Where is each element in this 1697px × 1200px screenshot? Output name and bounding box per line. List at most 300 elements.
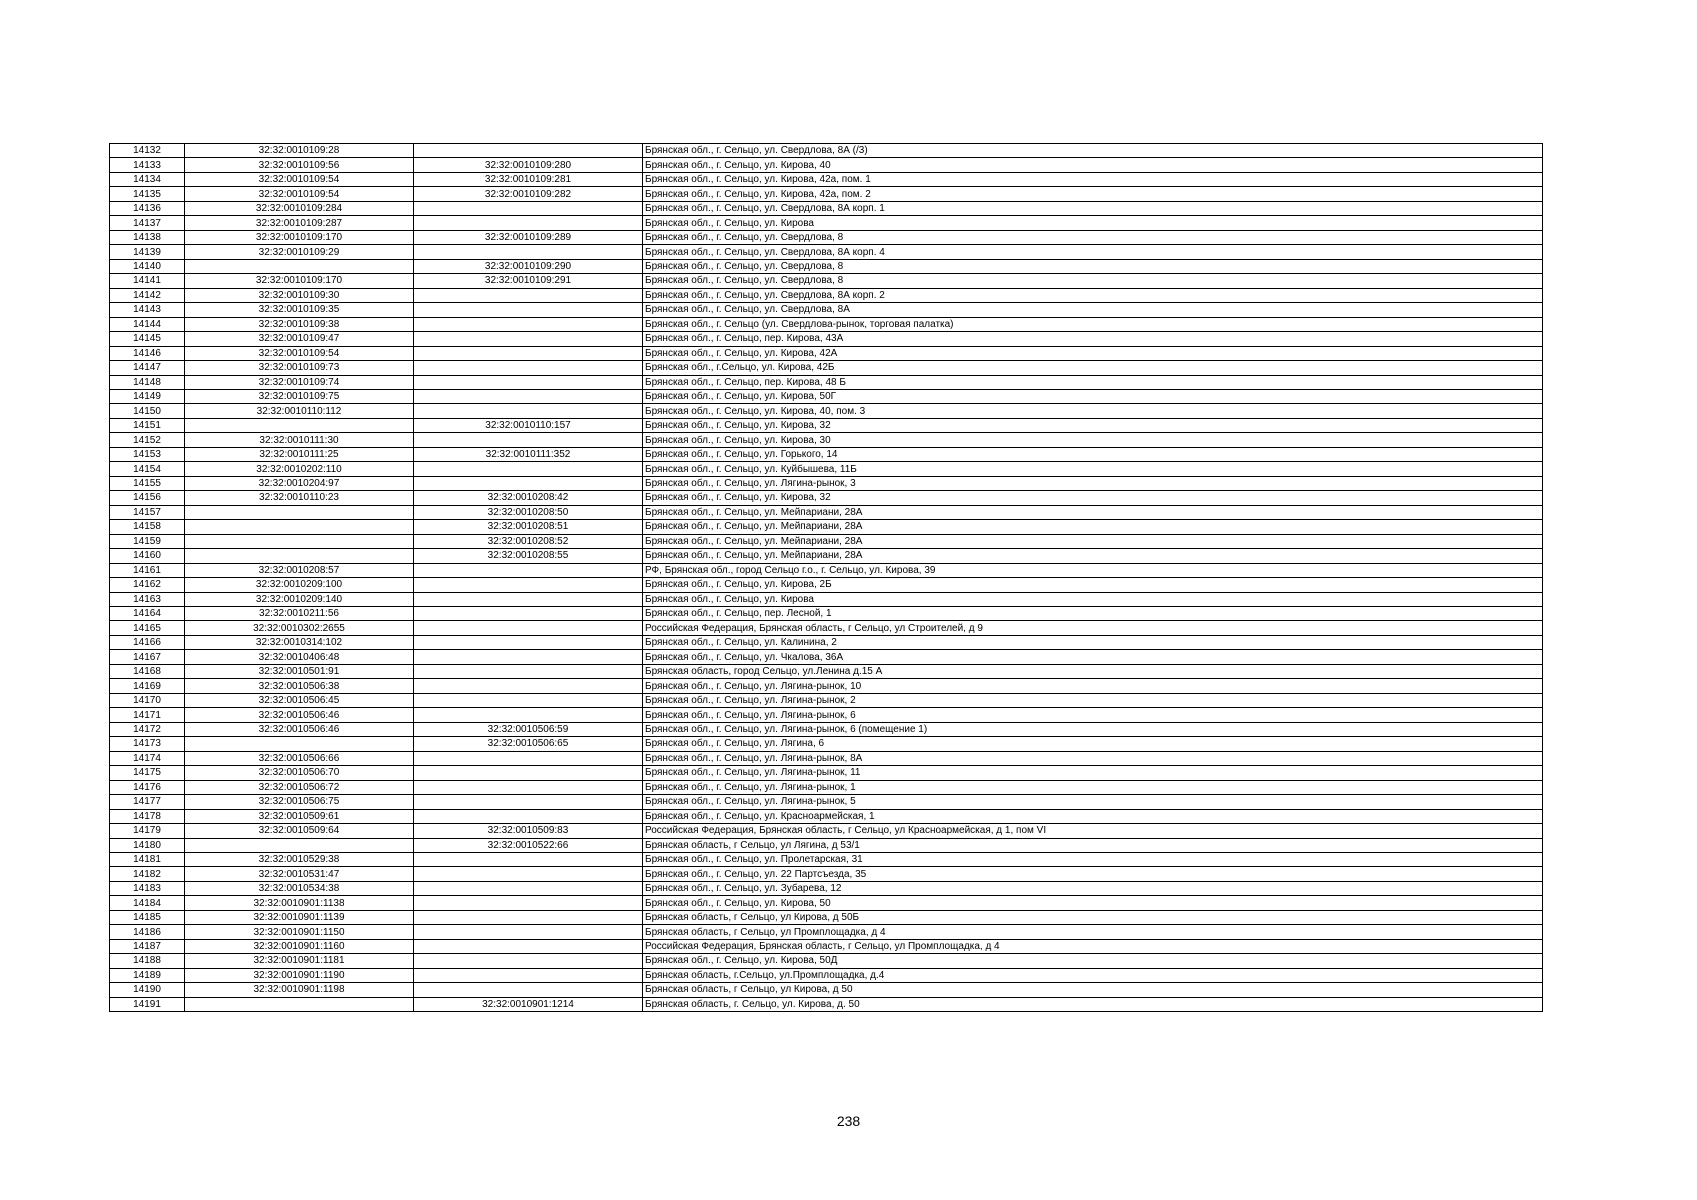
cadastral-number-cell: 32:32:0010509:64 bbox=[185, 824, 414, 838]
table-row bbox=[110, 997, 1543, 1011]
address-cell: Брянская область, г Сельцо, ул Промплощадка, д 4 bbox=[643, 925, 1543, 939]
record-number-cell: 14152 bbox=[110, 433, 185, 447]
address-cell: Российская Федерация, Брянская область, г Сельцо, ул Строителей, д 9 bbox=[643, 621, 1543, 635]
record-number-cell: 14141 bbox=[110, 274, 185, 288]
address-cell: Брянская обл., г. Сельцо, ул. Пролетарская, 31 bbox=[643, 852, 1543, 866]
cadastral-number-cell: 32:32:0010506:45 bbox=[185, 693, 414, 707]
record-number-cell: 14137 bbox=[110, 216, 185, 230]
table-row bbox=[110, 346, 1543, 360]
cadastral-number-cell: 32:32:0010506:46 bbox=[185, 708, 414, 722]
record-number-cell: 14155 bbox=[110, 476, 185, 490]
address-cell: Брянская обл., г. Сельцо, ул. Свердлова, 8А корп. 2 bbox=[643, 288, 1543, 302]
table-row bbox=[110, 332, 1543, 346]
table-row bbox=[110, 245, 1543, 259]
table-row bbox=[110, 578, 1543, 592]
address-cell: Брянская обл., г. Сельцо, пер. Кирова, 48 Б bbox=[643, 375, 1543, 389]
record-number-cell: 14153 bbox=[110, 447, 185, 461]
cadastral-number-cell: 32:32:0010406:48 bbox=[185, 650, 414, 664]
address-cell: Брянская обл., г. Сельцо, ул. Куйбышева, 11Б bbox=[643, 462, 1543, 476]
address-cell: Брянская область, город Сельцо, ул.Ленина д.15 А bbox=[643, 664, 1543, 678]
record-number-cell: 14189 bbox=[110, 968, 185, 982]
table-row bbox=[110, 881, 1543, 895]
sub-cadastral-number-cell bbox=[414, 245, 643, 259]
cadastral-number-cell: 32:32:0010109:35 bbox=[185, 303, 414, 317]
sub-cadastral-number-cell: 32:32:0010208:50 bbox=[414, 505, 643, 519]
table-row bbox=[110, 216, 1543, 230]
sub-cadastral-number-cell bbox=[414, 607, 643, 621]
address-cell: Брянская обл., г. Сельцо, ул. Калинина, 2 bbox=[643, 635, 1543, 649]
table-row bbox=[110, 201, 1543, 215]
table-row bbox=[110, 852, 1543, 866]
address-cell: Брянская обл., г. Сельцо, ул. Кирова, 2Б bbox=[643, 578, 1543, 592]
cadastral-number-cell: 32:32:0010111:25 bbox=[185, 447, 414, 461]
sub-cadastral-number-cell bbox=[414, 288, 643, 302]
record-number-cell: 14136 bbox=[110, 201, 185, 215]
table-row bbox=[110, 158, 1543, 172]
record-number-cell: 14169 bbox=[110, 679, 185, 693]
cadastral-number-cell: 32:32:0010109:38 bbox=[185, 317, 414, 331]
cadastral-number-cell: 32:32:0010901:1181 bbox=[185, 954, 414, 968]
record-number-cell: 14151 bbox=[110, 418, 185, 432]
sub-cadastral-number-cell bbox=[414, 954, 643, 968]
sub-cadastral-number-cell bbox=[414, 896, 643, 910]
sub-cadastral-number-cell bbox=[414, 867, 643, 881]
record-number-cell: 14182 bbox=[110, 867, 185, 881]
record-number-cell: 14157 bbox=[110, 505, 185, 519]
cadastral-number-cell: 32:32:0010901:1150 bbox=[185, 925, 414, 939]
cadastral-number-cell: 32:32:0010302:2655 bbox=[185, 621, 414, 635]
sub-cadastral-number-cell: 32:32:0010109:291 bbox=[414, 274, 643, 288]
cadastral-number-cell bbox=[185, 997, 414, 1011]
table-row bbox=[110, 288, 1543, 302]
cadastral-number-cell: 32:32:0010506:38 bbox=[185, 679, 414, 693]
sub-cadastral-number-cell: 32:32:0010208:51 bbox=[414, 520, 643, 534]
table-row bbox=[110, 737, 1543, 751]
table-row bbox=[110, 491, 1543, 505]
cadastral-number-cell: 32:32:0010111:30 bbox=[185, 433, 414, 447]
address-cell: Брянская обл., г. Сельцо, ул. Лягина-рынок, 3 bbox=[643, 476, 1543, 490]
cadastral-number-cell: 32:32:0010109:170 bbox=[185, 230, 414, 244]
address-cell: Брянская обл., г. Сельцо, ул. Кирова, 42А bbox=[643, 346, 1543, 360]
cadastral-number-cell: 32:32:0010209:140 bbox=[185, 592, 414, 606]
record-number-cell: 14149 bbox=[110, 389, 185, 403]
address-cell: Брянская обл., г. Сельцо, ул. Зубарева, 12 bbox=[643, 881, 1543, 895]
address-cell: Брянская область, г Сельцо, ул Кирова, д 50 bbox=[643, 983, 1543, 997]
table-row bbox=[110, 592, 1543, 606]
table-row bbox=[110, 361, 1543, 375]
address-cell: Брянская обл., г. Сельцо, ул. Горького, 14 bbox=[643, 447, 1543, 461]
cadastral-number-cell: 32:32:0010531:47 bbox=[185, 867, 414, 881]
cadastral-number-cell: 32:32:0010901:1190 bbox=[185, 968, 414, 982]
address-cell: РФ, Брянская обл., город Сельцо г.о., г. Сельцо, ул. Кирова, 39 bbox=[643, 563, 1543, 577]
table-row bbox=[110, 824, 1543, 838]
sub-cadastral-number-cell: 32:32:0010208:42 bbox=[414, 491, 643, 505]
table-row bbox=[110, 476, 1543, 490]
cadastral-number-cell: 32:32:0010209:100 bbox=[185, 578, 414, 592]
table-row bbox=[110, 418, 1543, 432]
address-cell: Брянская обл., г. Сельцо, ул. Мейпариани, 28А bbox=[643, 534, 1543, 548]
sub-cadastral-number-cell bbox=[414, 910, 643, 924]
cadastral-number-cell: 32:32:0010110:112 bbox=[185, 404, 414, 418]
sub-cadastral-number-cell: 32:32:0010506:59 bbox=[414, 722, 643, 736]
record-number-cell: 14140 bbox=[110, 259, 185, 273]
cadastral-number-cell: 32:32:0010506:70 bbox=[185, 766, 414, 780]
table-row bbox=[110, 925, 1543, 939]
address-cell: Российская Федерация, Брянская область, г Сельцо, ул Красноармейская, д 1, пом VI bbox=[643, 824, 1543, 838]
sub-cadastral-number-cell: 32:32:0010901:1214 bbox=[414, 997, 643, 1011]
cadastral-number-cell: 32:32:0010110:23 bbox=[185, 491, 414, 505]
table-row bbox=[110, 751, 1543, 765]
record-number-cell: 14185 bbox=[110, 910, 185, 924]
address-cell: Брянская обл., г. Сельцо, ул. Лягина-рынок, 6 (помещение 1) bbox=[643, 722, 1543, 736]
registry-table bbox=[109, 143, 1543, 1012]
record-number-cell: 14183 bbox=[110, 881, 185, 895]
sub-cadastral-number-cell: 32:32:0010110:157 bbox=[414, 418, 643, 432]
address-cell: Брянская обл., г. Сельцо, ул. Лягина-рынок, 11 bbox=[643, 766, 1543, 780]
table-row bbox=[110, 664, 1543, 678]
record-number-cell: 14181 bbox=[110, 852, 185, 866]
sub-cadastral-number-cell bbox=[414, 881, 643, 895]
record-number-cell: 14184 bbox=[110, 896, 185, 910]
sub-cadastral-number-cell: 32:32:0010109:280 bbox=[414, 158, 643, 172]
record-number-cell: 14139 bbox=[110, 245, 185, 259]
address-cell: Брянская обл., г. Сельцо, ул. Лягина-рынок, 2 bbox=[643, 693, 1543, 707]
table-row bbox=[110, 693, 1543, 707]
sub-cadastral-number-cell bbox=[414, 216, 643, 230]
sub-cadastral-number-cell: 32:32:0010506:65 bbox=[414, 737, 643, 751]
cadastral-number-cell: 32:32:0010901:1138 bbox=[185, 896, 414, 910]
sub-cadastral-number-cell bbox=[414, 404, 643, 418]
sub-cadastral-number-cell bbox=[414, 766, 643, 780]
address-cell: Брянская обл., г. Сельцо, ул. Мейпариани, 28А bbox=[643, 549, 1543, 563]
table-row bbox=[110, 896, 1543, 910]
table-row bbox=[110, 809, 1543, 823]
record-number-cell: 14164 bbox=[110, 607, 185, 621]
table-row bbox=[110, 722, 1543, 736]
registry-table-body bbox=[110, 144, 1543, 1012]
table-row bbox=[110, 621, 1543, 635]
sub-cadastral-number-cell bbox=[414, 635, 643, 649]
address-cell: Брянская обл., г. Сельцо, ул. Кирова, 32 bbox=[643, 491, 1543, 505]
record-number-cell: 14166 bbox=[110, 635, 185, 649]
record-number-cell: 14168 bbox=[110, 664, 185, 678]
address-cell: Брянская обл., г.Сельцо, ул. Кирова, 42Б bbox=[643, 361, 1543, 375]
record-number-cell: 14178 bbox=[110, 809, 185, 823]
address-cell: Российская Федерация, Брянская область, г Сельцо, ул Промплощадка, д 4 bbox=[643, 939, 1543, 953]
address-cell: Брянская обл., г. Сельцо, ул. Лягина, 6 bbox=[643, 737, 1543, 751]
record-number-cell: 14156 bbox=[110, 491, 185, 505]
record-number-cell: 14146 bbox=[110, 346, 185, 360]
sub-cadastral-number-cell: 32:32:0010109:290 bbox=[414, 259, 643, 273]
cadastral-number-cell bbox=[185, 737, 414, 751]
table-row bbox=[110, 679, 1543, 693]
record-number-cell: 14188 bbox=[110, 954, 185, 968]
record-number-cell: 14158 bbox=[110, 520, 185, 534]
table-row bbox=[110, 780, 1543, 794]
record-number-cell: 14150 bbox=[110, 404, 185, 418]
record-number-cell: 14172 bbox=[110, 722, 185, 736]
cadastral-number-cell: 32:32:0010901:1198 bbox=[185, 983, 414, 997]
cadastral-number-cell: 32:32:0010109:284 bbox=[185, 201, 414, 215]
record-number-cell: 14162 bbox=[110, 578, 185, 592]
address-cell: Брянская обл., г. Сельцо, ул. Кирова, 32 bbox=[643, 418, 1543, 432]
cadastral-number-cell: 32:32:0010202:110 bbox=[185, 462, 414, 476]
page-number: 238 bbox=[836, 1113, 861, 1129]
record-number-cell: 14180 bbox=[110, 838, 185, 852]
cadastral-number-cell: 32:32:0010109:56 bbox=[185, 158, 414, 172]
sub-cadastral-number-cell bbox=[414, 144, 643, 158]
address-cell: Брянская обл., г. Сельцо, ул. Кирова, 40 bbox=[643, 158, 1543, 172]
table-row bbox=[110, 274, 1543, 288]
address-cell: Брянская обл., г. Сельцо, ул. Свердлова, 8 bbox=[643, 230, 1543, 244]
sub-cadastral-number-cell bbox=[414, 201, 643, 215]
cadastral-number-cell: 32:32:0010901:1139 bbox=[185, 910, 414, 924]
record-number-cell: 14144 bbox=[110, 317, 185, 331]
cadastral-number-cell bbox=[185, 838, 414, 852]
cadastral-number-cell: 32:32:0010109:54 bbox=[185, 172, 414, 186]
sub-cadastral-number-cell bbox=[414, 361, 643, 375]
sub-cadastral-number-cell bbox=[414, 375, 643, 389]
address-cell: Брянская обл., г. Сельцо, ул. Лягина-рынок, 1 bbox=[643, 780, 1543, 794]
record-number-cell: 14143 bbox=[110, 303, 185, 317]
sub-cadastral-number-cell bbox=[414, 852, 643, 866]
table-row bbox=[110, 983, 1543, 997]
cadastral-number-cell: 32:32:0010901:1160 bbox=[185, 939, 414, 953]
sub-cadastral-number-cell bbox=[414, 433, 643, 447]
record-number-cell: 14135 bbox=[110, 187, 185, 201]
address-cell: Брянская обл., г. Сельцо, ул. Свердлова, 8А корп. 4 bbox=[643, 245, 1543, 259]
record-number-cell: 14170 bbox=[110, 693, 185, 707]
sub-cadastral-number-cell: 32:32:0010522:66 bbox=[414, 838, 643, 852]
record-number-cell: 14165 bbox=[110, 621, 185, 635]
sub-cadastral-number-cell bbox=[414, 346, 643, 360]
record-number-cell: 14191 bbox=[110, 997, 185, 1011]
record-number-cell: 14147 bbox=[110, 361, 185, 375]
table-row bbox=[110, 259, 1543, 273]
sub-cadastral-number-cell: 32:32:0010109:282 bbox=[414, 187, 643, 201]
cadastral-number-cell: 32:32:0010109:170 bbox=[185, 274, 414, 288]
address-cell: Брянская обл., г. Сельцо, ул. Лягина-рынок, 5 bbox=[643, 795, 1543, 809]
table-row bbox=[110, 389, 1543, 403]
cadastral-number-cell bbox=[185, 259, 414, 273]
cadastral-number-cell: 32:32:0010109:287 bbox=[185, 216, 414, 230]
address-cell: Брянская обл., г. Сельцо, ул. Кирова, 50 bbox=[643, 896, 1543, 910]
table-row bbox=[110, 447, 1543, 461]
address-cell: Брянская обл., г. Сельцо, ул. Кирова, 42а, пом. 2 bbox=[643, 187, 1543, 201]
cadastral-number-cell bbox=[185, 534, 414, 548]
table-row bbox=[110, 534, 1543, 548]
table-row bbox=[110, 230, 1543, 244]
record-number-cell: 14154 bbox=[110, 462, 185, 476]
record-number-cell: 14163 bbox=[110, 592, 185, 606]
table-row bbox=[110, 549, 1543, 563]
address-cell: Брянская обл., г. Сельцо, ул. Кирова, 40, пом. 3 bbox=[643, 404, 1543, 418]
cadastral-number-cell: 32:32:0010109:54 bbox=[185, 346, 414, 360]
cadastral-number-cell: 32:32:0010314:102 bbox=[185, 635, 414, 649]
table-row bbox=[110, 635, 1543, 649]
record-number-cell: 14145 bbox=[110, 332, 185, 346]
cadastral-number-cell: 32:32:0010204:97 bbox=[185, 476, 414, 490]
record-number-cell: 14175 bbox=[110, 766, 185, 780]
table-row bbox=[110, 650, 1543, 664]
sub-cadastral-number-cell bbox=[414, 780, 643, 794]
cadastral-number-cell bbox=[185, 418, 414, 432]
record-number-cell: 14174 bbox=[110, 751, 185, 765]
table-row bbox=[110, 939, 1543, 953]
address-cell: Брянская обл., г. Сельцо, ул. Свердлова, 8А (/3) bbox=[643, 144, 1543, 158]
address-cell: Брянская обл., г. Сельцо, пер. Лесной, 1 bbox=[643, 607, 1543, 621]
cadastral-number-cell: 32:32:0010109:74 bbox=[185, 375, 414, 389]
address-cell: Брянская обл., г. Сельцо, ул. 22 Партсъезда, 35 bbox=[643, 867, 1543, 881]
table-row bbox=[110, 708, 1543, 722]
sub-cadastral-number-cell bbox=[414, 592, 643, 606]
table-row bbox=[110, 172, 1543, 186]
sub-cadastral-number-cell: 32:32:0010111:352 bbox=[414, 447, 643, 461]
sub-cadastral-number-cell bbox=[414, 664, 643, 678]
record-number-cell: 14177 bbox=[110, 795, 185, 809]
sub-cadastral-number-cell: 32:32:0010109:289 bbox=[414, 230, 643, 244]
table-row bbox=[110, 563, 1543, 577]
record-number-cell: 14171 bbox=[110, 708, 185, 722]
sub-cadastral-number-cell: 32:32:0010208:52 bbox=[414, 534, 643, 548]
table-row bbox=[110, 910, 1543, 924]
address-cell: Брянская область, г.Сельцо, ул.Промплощадка, д.4 bbox=[643, 968, 1543, 982]
address-cell: Брянская область, г Сельцо, ул Лягина, д 53/1 bbox=[643, 838, 1543, 852]
cadastral-number-cell: 32:32:0010208:57 bbox=[185, 563, 414, 577]
cadastral-number-cell: 32:32:0010109:54 bbox=[185, 187, 414, 201]
table-row bbox=[110, 375, 1543, 389]
sub-cadastral-number-cell bbox=[414, 578, 643, 592]
cadastral-number-cell: 32:32:0010529:38 bbox=[185, 852, 414, 866]
address-cell: Брянская обл., г. Сельцо, ул. Кирова bbox=[643, 592, 1543, 606]
cadastral-number-cell: 32:32:0010506:66 bbox=[185, 751, 414, 765]
address-cell: Брянская обл., г. Сельцо, ул. Лягина-рынок, 6 bbox=[643, 708, 1543, 722]
table-row bbox=[110, 505, 1543, 519]
cadastral-number-cell: 32:32:0010506:72 bbox=[185, 780, 414, 794]
table-row bbox=[110, 317, 1543, 331]
sub-cadastral-number-cell: 32:32:0010509:83 bbox=[414, 824, 643, 838]
sub-cadastral-number-cell bbox=[414, 650, 643, 664]
address-cell: Брянская обл., г. Сельцо, ул. Красноармейская, 1 bbox=[643, 809, 1543, 823]
cadastral-number-cell bbox=[185, 505, 414, 519]
address-cell: Брянская обл., г. Сельцо, ул. Свердлова, 8А корп. 1 bbox=[643, 201, 1543, 215]
sub-cadastral-number-cell bbox=[414, 679, 643, 693]
record-number-cell: 14148 bbox=[110, 375, 185, 389]
address-cell: Брянская обл., г. Сельцо, ул. Мейпариани, 28А bbox=[643, 520, 1543, 534]
table-row bbox=[110, 838, 1543, 852]
record-number-cell: 14133 bbox=[110, 158, 185, 172]
cadastral-number-cell: 32:32:0010109:47 bbox=[185, 332, 414, 346]
cadastral-number-cell: 32:32:0010534:38 bbox=[185, 881, 414, 895]
table-row bbox=[110, 795, 1543, 809]
table-row bbox=[110, 520, 1543, 534]
address-cell: Брянская область, г. Сельцо, ул. Кирова, д. 50 bbox=[643, 997, 1543, 1011]
record-number-cell: 14132 bbox=[110, 144, 185, 158]
sub-cadastral-number-cell bbox=[414, 751, 643, 765]
record-number-cell: 14167 bbox=[110, 650, 185, 664]
cadastral-number-cell: 32:32:0010501:91 bbox=[185, 664, 414, 678]
record-number-cell: 14138 bbox=[110, 230, 185, 244]
address-cell: Брянская обл., г. Сельцо, ул. Кирова, 30 bbox=[643, 433, 1543, 447]
address-cell: Брянская обл., г. Сельцо, пер. Кирова, 43А bbox=[643, 332, 1543, 346]
address-cell: Брянская обл., г. Сельцо, ул. Чкалова, 36А bbox=[643, 650, 1543, 664]
table-row bbox=[110, 187, 1543, 201]
cadastral-number-cell: 32:32:0010506:46 bbox=[185, 722, 414, 736]
record-number-cell: 14190 bbox=[110, 983, 185, 997]
cadastral-number-cell: 32:32:0010506:75 bbox=[185, 795, 414, 809]
sub-cadastral-number-cell bbox=[414, 795, 643, 809]
address-cell: Брянская обл., г. Сельцо, ул. Кирова bbox=[643, 216, 1543, 230]
record-number-cell: 14176 bbox=[110, 780, 185, 794]
sub-cadastral-number-cell bbox=[414, 389, 643, 403]
table-row bbox=[110, 144, 1543, 158]
sub-cadastral-number-cell bbox=[414, 983, 643, 997]
cadastral-number-cell bbox=[185, 520, 414, 534]
record-number-cell: 14179 bbox=[110, 824, 185, 838]
sub-cadastral-number-cell bbox=[414, 476, 643, 490]
table-row bbox=[110, 433, 1543, 447]
address-cell: Брянская обл., г. Сельцо (ул. Свердлова-рынок, торговая палатка) bbox=[643, 317, 1543, 331]
record-number-cell: 14159 bbox=[110, 534, 185, 548]
address-cell: Брянская обл., г. Сельцо, ул. Мейпариани, 28А bbox=[643, 505, 1543, 519]
sub-cadastral-number-cell bbox=[414, 332, 643, 346]
address-cell: Брянская область, г Сельцо, ул Кирова, д 50Б bbox=[643, 910, 1543, 924]
address-cell: Брянская обл., г. Сельцо, ул. Свердлова, 8А bbox=[643, 303, 1543, 317]
table-row bbox=[110, 867, 1543, 881]
cadastral-number-cell: 32:32:0010109:73 bbox=[185, 361, 414, 375]
address-cell: Брянская обл., г. Сельцо, ул. Кирова, 42а, пом. 1 bbox=[643, 172, 1543, 186]
table-row bbox=[110, 968, 1543, 982]
sub-cadastral-number-cell bbox=[414, 968, 643, 982]
sub-cadastral-number-cell bbox=[414, 621, 643, 635]
record-number-cell: 14186 bbox=[110, 925, 185, 939]
sub-cadastral-number-cell bbox=[414, 925, 643, 939]
sub-cadastral-number-cell bbox=[414, 303, 643, 317]
address-cell: Брянская обл., г. Сельцо, ул. Свердлова, 8 bbox=[643, 259, 1543, 273]
record-number-cell: 14160 bbox=[110, 549, 185, 563]
record-number-cell: 14161 bbox=[110, 563, 185, 577]
cadastral-number-cell bbox=[185, 549, 414, 563]
cadastral-number-cell: 32:32:0010109:29 bbox=[185, 245, 414, 259]
record-number-cell: 14173 bbox=[110, 737, 185, 751]
sub-cadastral-number-cell: 32:32:0010109:281 bbox=[414, 172, 643, 186]
address-cell: Брянская обл., г. Сельцо, ул. Свердлова, 8 bbox=[643, 274, 1543, 288]
sub-cadastral-number-cell bbox=[414, 693, 643, 707]
cadastral-number-cell: 32:32:0010109:28 bbox=[185, 144, 414, 158]
table-row bbox=[110, 404, 1543, 418]
table-row bbox=[110, 303, 1543, 317]
cadastral-number-cell: 32:32:0010109:75 bbox=[185, 389, 414, 403]
cadastral-number-cell: 32:32:0010509:61 bbox=[185, 809, 414, 823]
address-cell: Брянская обл., г. Сельцо, ул. Кирова, 50Д bbox=[643, 954, 1543, 968]
address-cell: Брянская обл., г. Сельцо, ул. Кирова, 50Г bbox=[643, 389, 1543, 403]
address-cell: Брянская обл., г. Сельцо, ул. Лягина-рынок, 8А bbox=[643, 751, 1543, 765]
sub-cadastral-number-cell bbox=[414, 317, 643, 331]
table-row bbox=[110, 766, 1543, 780]
table-row bbox=[110, 462, 1543, 476]
sub-cadastral-number-cell: 32:32:0010208:55 bbox=[414, 549, 643, 563]
cadastral-number-cell: 32:32:0010211:56 bbox=[185, 607, 414, 621]
sub-cadastral-number-cell bbox=[414, 708, 643, 722]
record-number-cell: 14134 bbox=[110, 172, 185, 186]
table-row bbox=[110, 954, 1543, 968]
cadastral-number-cell: 32:32:0010109:30 bbox=[185, 288, 414, 302]
record-number-cell: 14187 bbox=[110, 939, 185, 953]
sub-cadastral-number-cell bbox=[414, 939, 643, 953]
sub-cadastral-number-cell bbox=[414, 563, 643, 577]
record-number-cell: 14142 bbox=[110, 288, 185, 302]
sub-cadastral-number-cell bbox=[414, 462, 643, 476]
